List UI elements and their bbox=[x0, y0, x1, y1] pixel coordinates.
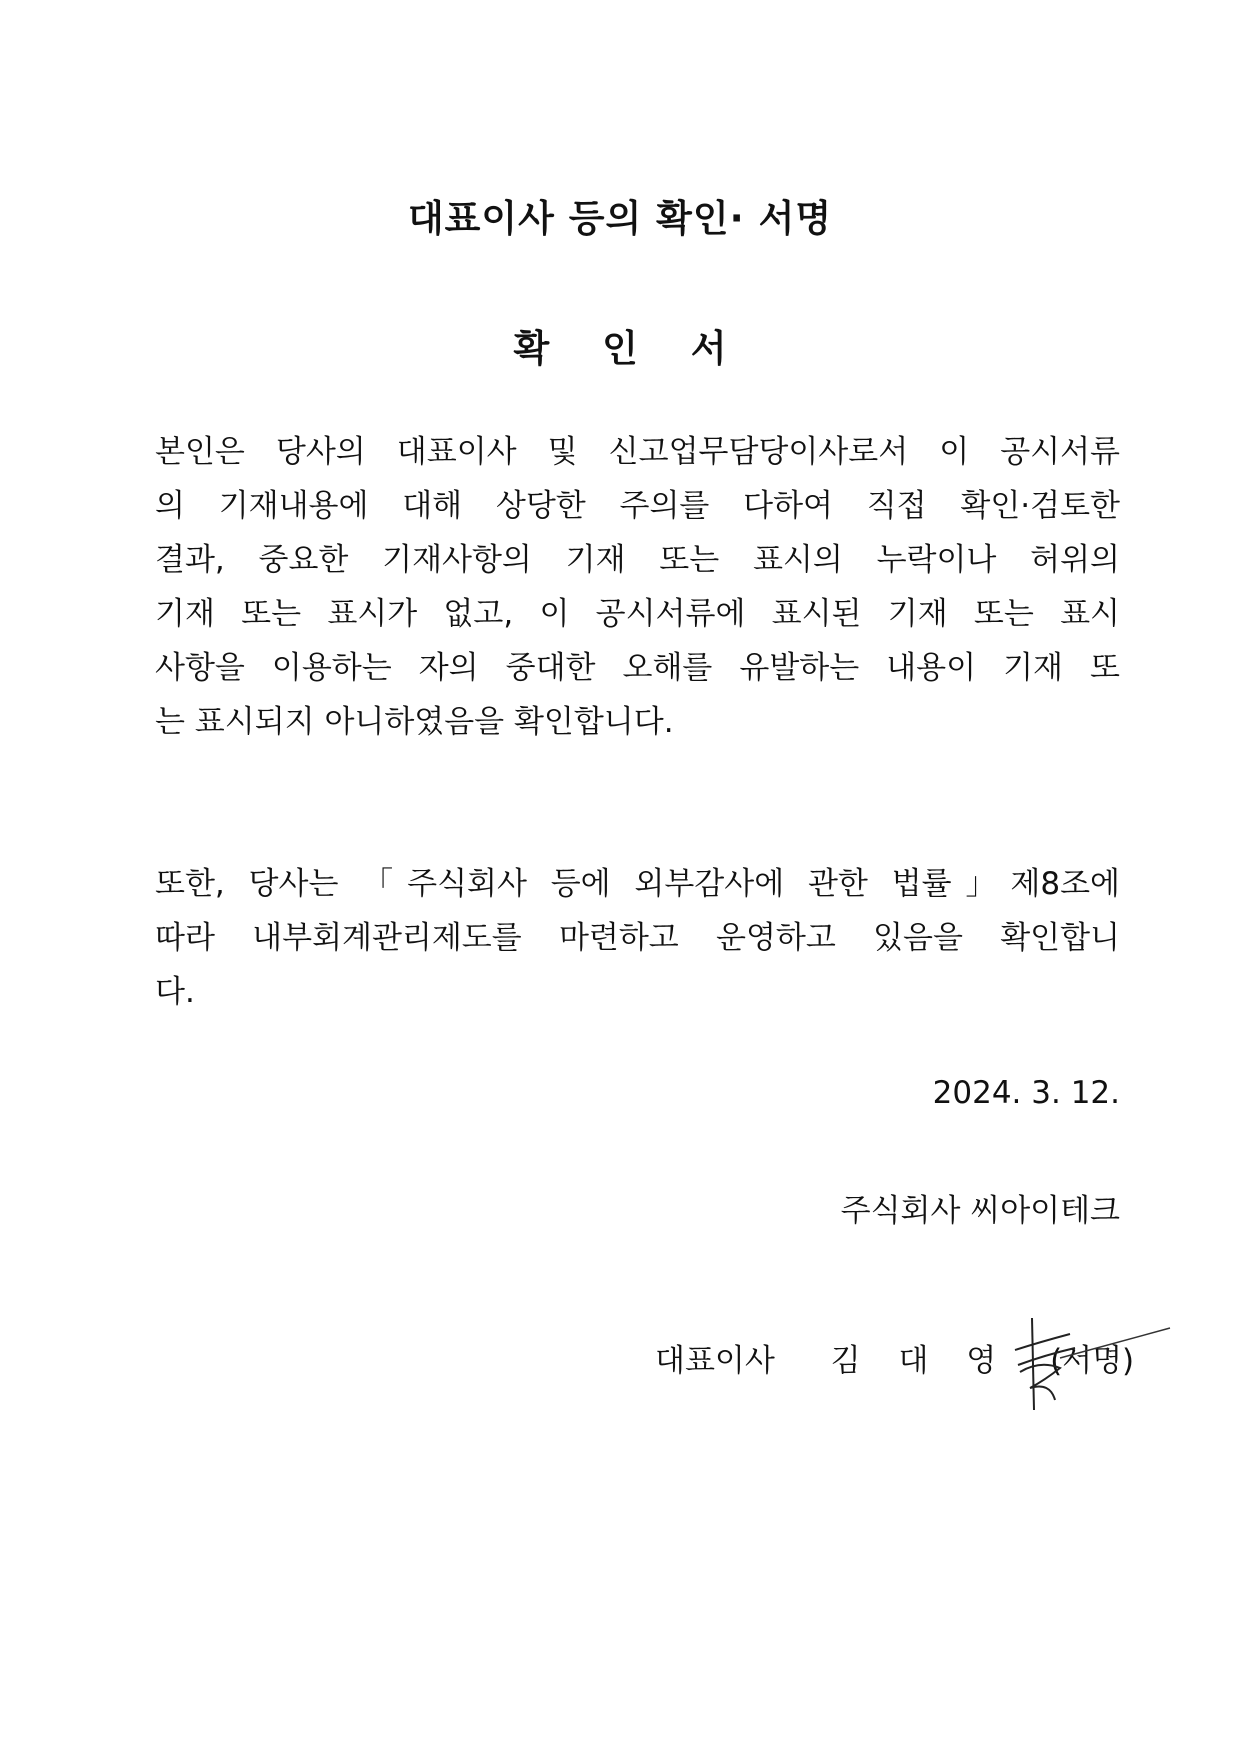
internal-control-paragraph bbox=[155, 857, 1120, 1019]
signer-name: 김 대 영 bbox=[830, 1343, 1011, 1379]
seal-label: (서명) bbox=[1050, 1343, 1135, 1379]
paragraph-line: 또한, 당사는 「주식회사 등에 외부감사에 관한 법률」제8조에 bbox=[155, 866, 1120, 902]
handwritten-signature-icon bbox=[1000, 1310, 1180, 1420]
company-name: 주식회사 씨아이테크 bbox=[840, 1193, 1120, 1229]
document-subtitle: 확 인 서 bbox=[513, 327, 747, 370]
paragraph-line: 의 기재내용에 대해 상당한 주의를 다하여 직접 확인·검토한 bbox=[155, 488, 1120, 524]
paragraph-line: 사항을 이용하는 자의 중대한 오해를 유발하는 내용이 기재 또 bbox=[155, 650, 1120, 686]
paragraph-line: 는 표시되지 아니하였음을 확인합니다. bbox=[155, 704, 674, 740]
document-date: 2024. 3. 12. bbox=[932, 1075, 1120, 1111]
confirmation-paragraph bbox=[155, 425, 1120, 749]
paragraph-line: 기재 또는 표시가 없고, 이 공시서류에 표시된 기재 또는 표시 bbox=[155, 596, 1120, 632]
paragraph-line: 따라 내부회계관리제도를 마련하고 운영하고 있음을 확인합니 bbox=[155, 920, 1120, 956]
signer-role: 대표이사 bbox=[655, 1343, 775, 1379]
paragraph-line: 결과, 중요한 기재사항의 기재 또는 표시의 누락이나 허위의 bbox=[155, 542, 1120, 578]
paragraph-line: 다. bbox=[155, 974, 195, 1010]
paragraph-line: 본인은 당사의 대표이사 및 신고업무담당이사로서 이 공시서류 bbox=[155, 434, 1120, 470]
document-title: 대표이사 등의 확인· 서명 bbox=[407, 197, 833, 240]
